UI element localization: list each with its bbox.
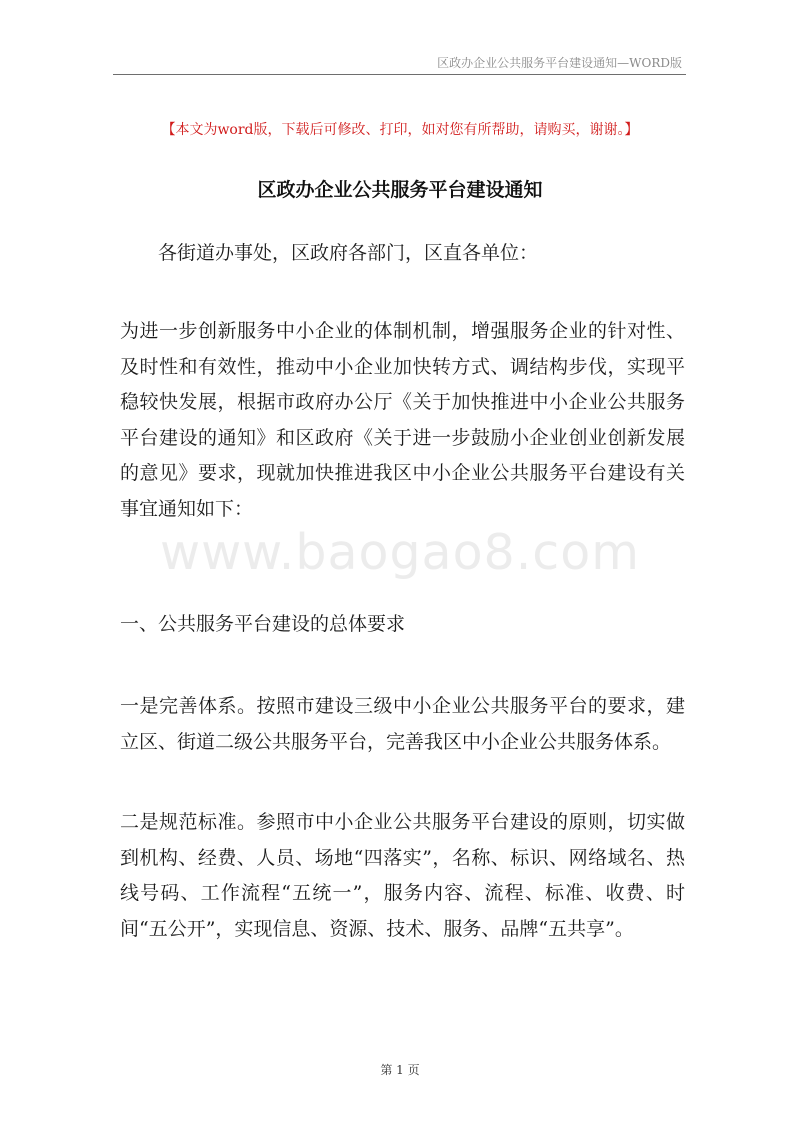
watermark: www.baogao8.com	[160, 524, 640, 581]
intro-paragraph: 为进一步创新服务中小企业的体制机制，增强服务企业的针对性、及时性和有效性，推动中小企业加快转方式、调结构步伐，实现平稳较快发展，根据市政府办公厅《关于加快推进中小企业公共服务平台建设的通知》和区政府《关于进一步鼓励小企业创业创新发展的意见》要求，现就加快推进我区中小企业公共服务平台建设有关事宜通知如下：	[120, 320, 685, 520]
salutation: 各街道办事处，区政府各部门，区直各单位：	[158, 242, 539, 264]
running-header: 区政办企业公共服务平台建设通知—WORD版	[437, 56, 682, 70]
header-divider	[113, 74, 686, 75]
page-number: 第 1 页	[380, 1063, 420, 1077]
purchase-notice: 【本文为word版，下载后可修改、打印，如对您有所帮助，请购买，谢谢。】	[161, 122, 639, 138]
section-heading: 一、公共服务平台建设的总体要求	[120, 613, 406, 635]
point-paragraph-1: 一是完善体系。按照市建设三级中小企业公共服务平台的要求，建立区、街道二级公共服务平台，完善我区中小企业公共服务体系。	[120, 695, 685, 753]
point-paragraph-2: 二是规范标准。参照市中小企业公共服务平台建设的原则，切实做到机构、经费、人员、场地“四落实”，名称、标识、网络域名、热线号码、工作流程“五统一”，服务内容、流程、标准、收费、时间“五公开”，实现信息、资源、技术、服务、品牌“五共享”。	[120, 811, 685, 940]
document-title: 区政办企业公共服务平台建设通知	[257, 179, 543, 201]
